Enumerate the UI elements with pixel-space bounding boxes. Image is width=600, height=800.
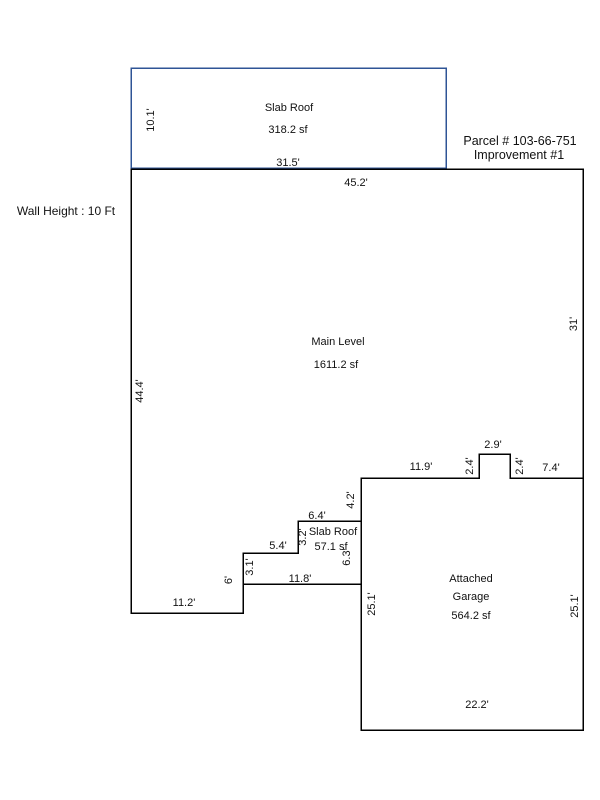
garage-dim-notch-left: 2.4' (464, 457, 476, 475)
main-level-outline (131, 169, 583, 613)
garage-dim-notch-top: 2.9' (484, 439, 502, 451)
garage-name-line1: Attached (449, 573, 493, 585)
slab-roof-lower-name: Slab Roof (308, 526, 358, 538)
main-level-name: Main Level (311, 336, 365, 348)
slab-roof-lower-dim-mid: 3.2' (297, 528, 309, 546)
wall-height-note: Wall Height : 10 Ft (16, 204, 116, 218)
garage-name-line2: Garage (452, 591, 490, 603)
slab-roof-top-dim-bottom: 31.5' (276, 157, 300, 169)
slab-roof-lower-dim-left: 3.1' (244, 558, 256, 576)
garage-dim-left: 25.1' (366, 592, 378, 616)
main-level-dim-top: 45.2' (344, 177, 368, 189)
main-level-dim-step-right: 4.2' (345, 491, 357, 509)
garage-dim-notch-right: 2.4' (514, 457, 526, 475)
slab-roof-top-dim-left: 10.1' (145, 108, 157, 132)
slab-roof-top-area: 318.2 sf (268, 124, 308, 136)
slab-roof-lower-dim-top: 6.4' (308, 510, 326, 522)
slab-roof-top-outline (131, 68, 446, 168)
slab-roof-top-name: Slab Roof (264, 102, 314, 114)
garage-dim-top-right: 7.4' (542, 462, 560, 474)
garage-dim-right: 25.1' (569, 594, 581, 618)
garage-area: 564.2 sf (451, 610, 491, 622)
main-level-dim-step-up: 6' (223, 575, 235, 585)
garage-dim-bottom: 22.2' (465, 699, 489, 711)
slab-roof-lower-dim-bottom: 11.8' (288, 573, 312, 585)
parcel-number-label: Parcel # 103-66-751 (463, 134, 577, 148)
slab-roof-lower-area: 57.1 sf (314, 541, 348, 553)
improvement-number-label: Improvement #1 (473, 148, 565, 162)
slab-roof-lower-dim-top-left: 5.4' (269, 540, 287, 552)
main-level-dim-left: 44.4' (134, 379, 146, 403)
main-level-dim-right: 31' (568, 316, 580, 332)
main-level-area: 1611.2 sf (313, 359, 359, 371)
garage-dim-top-left: 11.9' (409, 461, 433, 473)
slab-roof-lower-dim-right: 6.3' (341, 548, 353, 566)
main-level-dim-bottom: 11.2' (172, 597, 196, 609)
